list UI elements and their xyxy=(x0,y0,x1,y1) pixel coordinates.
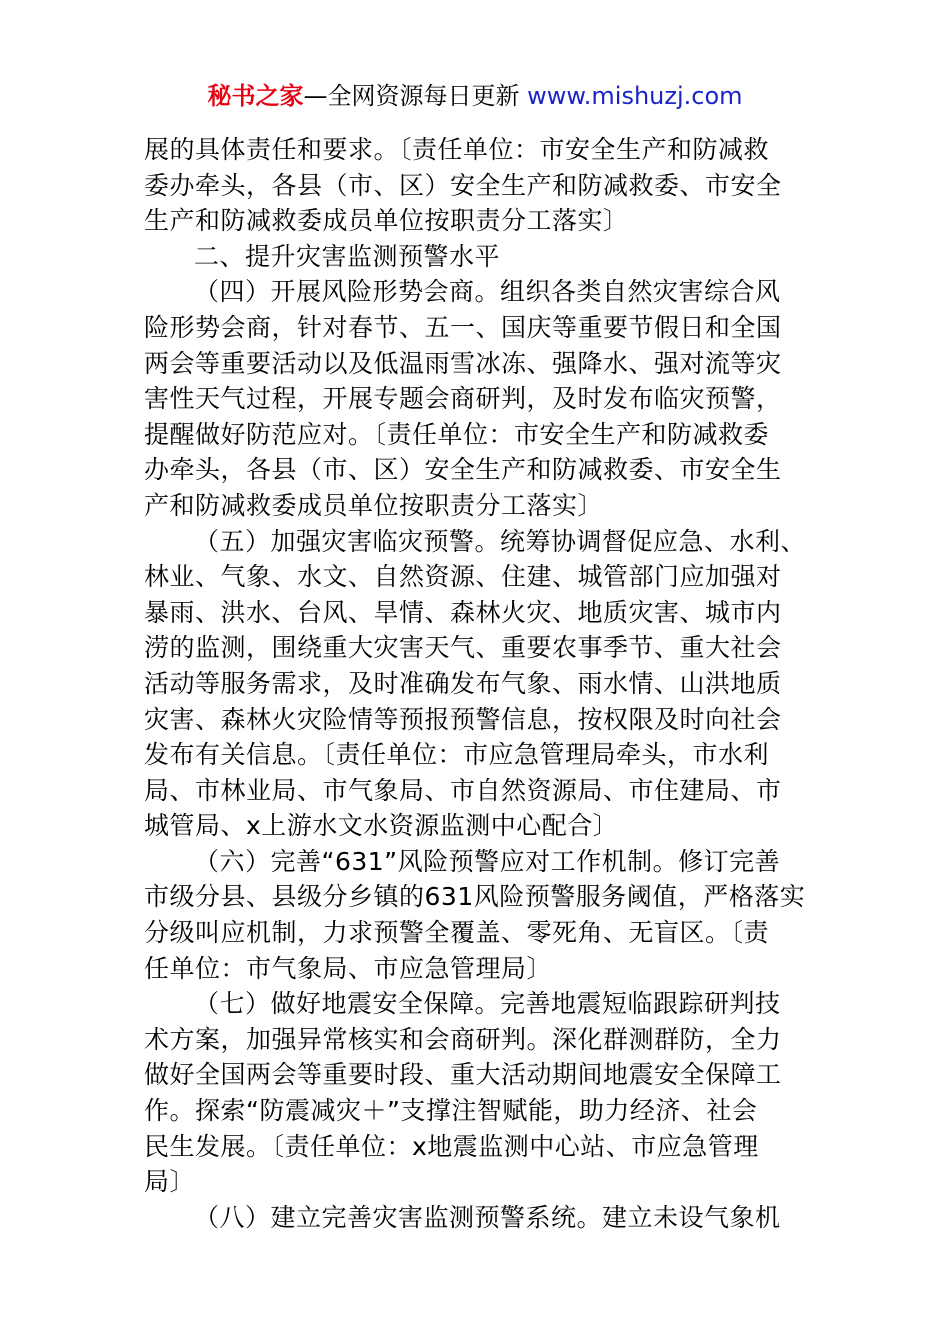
body-line: 发布有关信息。〔责任单位：市应急管理局牵头，市水利 xyxy=(144,740,770,770)
site-url-link[interactable]: www.mishuzj.com xyxy=(527,82,743,110)
site-brand: 秘书之家 xyxy=(207,82,304,110)
body-line: 委办牵头，各县（市、区）安全生产和防减救委、市安全 xyxy=(144,170,782,200)
site-header xyxy=(0,80,950,112)
body-line: 涝的监测，围绕重大灾害天气、重要农事季节、重大社会 xyxy=(144,633,782,663)
paragraph-start: （六）完善“631”风险预警应对工作机制。修订完善 xyxy=(194,846,781,876)
body-line: 灾害、森林火灾险情等预报预警信息，按权限及时向社会 xyxy=(144,704,782,734)
body-line: 活动等服务需求，及时准确发布气象、雨水情、山洪地质 xyxy=(144,668,782,698)
body-line: 做好全国两会等重要时段、重大活动期间地震安全保障工 xyxy=(144,1060,782,1090)
body-line: 任单位：市气象局、市应急管理局〕 xyxy=(144,953,553,983)
paragraph-start: （五）加强灾害临灾预警。统筹协调督促应急、水利、 xyxy=(194,526,807,556)
body-line: 市级分县、县级分乡镇的631风险预警服务阈值，严格落实 xyxy=(144,882,806,912)
body-line: 民生发展。〔责任单位：x地震监测中心站、市应急管理 xyxy=(144,1131,759,1161)
site-tagline: —全网资源每日更新 xyxy=(303,82,520,110)
body-line: 暴雨、洪水、台风、旱情、森林火灾、地质灾害、城市内 xyxy=(144,597,782,627)
body-line: 害性天气过程，开展专题会商研判，及时发布临灾预警， xyxy=(144,384,782,414)
body-line: 分级叫应机制，力求预警全覆盖、零死角、无盲区。〔责 xyxy=(144,918,770,948)
body-line: 展的具体责任和要求。〔责任单位：市安全生产和防减救 xyxy=(144,135,770,164)
body-line: 林业、气象、水文、自然资源、住建、城管部门应加强对 xyxy=(144,562,782,592)
body-line: 作。探索“防震减灾＋”支撑注智赋能，助力经济、社会 xyxy=(144,1096,758,1126)
body-line: 险形势会商，针对春节、五一、国庆等重要节假日和全国 xyxy=(144,312,782,342)
body-line: 局〕 xyxy=(144,1167,196,1197)
body-line: 城管局、x上游水文水资源监测中心配合〕 xyxy=(144,811,619,841)
body-line: 产和防减救委成员单位按职责分工落实〕 xyxy=(144,490,604,520)
body-line: 局、市林业局、市气象局、市自然资源局、市住建局、市 xyxy=(144,775,782,805)
paragraph-start: （四）开展风险形势会商。组织各类自然灾害综合风 xyxy=(194,277,781,307)
paragraph-start: （八）建立完善灾害监测预警系统。建立未设气象机 xyxy=(194,1202,781,1232)
body-line: 提醒做好防范应对。〔责任单位：市安全生产和防减救委 xyxy=(144,419,770,449)
section-heading: 二、提升灾害监测预警水平 xyxy=(194,241,501,271)
body-line: 术方案，加强异常核实和会商研判。深化群测群防，全力 xyxy=(144,1024,782,1054)
paragraph-start: （七）做好地震安全保障。完善地震短临跟踪研判技 xyxy=(194,989,781,1019)
body-line: 生产和防减救委成员单位按职责分工落实〕 xyxy=(144,206,629,236)
body-line: 办牵头，各县（市、区）安全生产和防减救委、市安全生 xyxy=(144,455,782,485)
body-line: 两会等重要活动以及低温雨雪冰冻、强降水、强对流等灾 xyxy=(144,348,782,378)
document-body xyxy=(144,132,816,1235)
